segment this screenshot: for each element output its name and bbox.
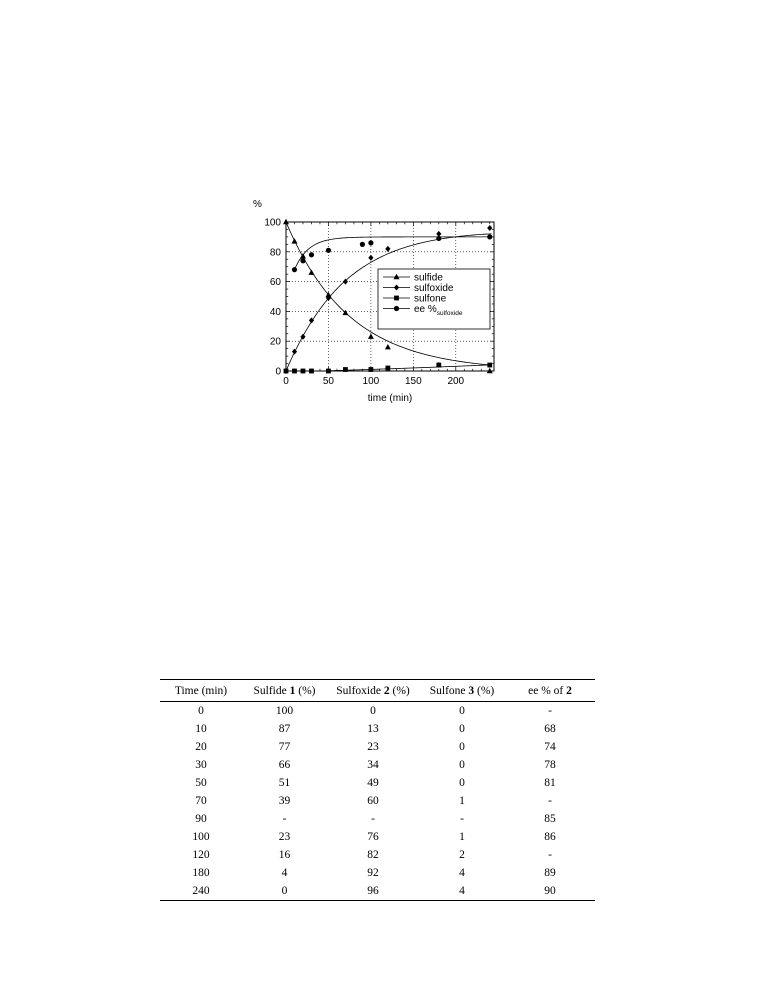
- table-header-cell: Sulfoxide 2 (%): [327, 680, 419, 702]
- table-cell: 4: [281, 867, 288, 879]
- legend-marker-ee: [394, 306, 399, 311]
- table-cell: 2: [459, 849, 465, 861]
- table-cell: 180: [192, 867, 210, 879]
- table-cell: 39: [278, 795, 291, 807]
- table-row: [160, 720, 595, 738]
- y-tick-label: 60: [269, 277, 281, 289]
- table-cell: 4: [459, 867, 465, 879]
- table-header-cell: Sulfide 1 (%): [242, 680, 327, 702]
- point-ee: [309, 252, 314, 257]
- table-cell: -: [460, 813, 464, 825]
- table-cell: 76: [367, 831, 379, 843]
- table-cell: -: [371, 813, 375, 825]
- table-cell: 100: [275, 705, 294, 717]
- table-cell: -: [548, 849, 552, 861]
- table-cell: 92: [367, 867, 379, 879]
- table-cell: 51: [278, 777, 291, 789]
- table-cell: 96: [327, 882, 419, 901]
- table-cell: 20: [195, 741, 207, 753]
- table-cell: 0: [370, 705, 376, 717]
- table-cell: -: [548, 705, 552, 717]
- point-ee: [326, 248, 331, 253]
- point-ee: [360, 242, 365, 247]
- y-tick-label: 40: [269, 306, 281, 318]
- table-cell: 30: [195, 759, 207, 771]
- table-cell: 74: [544, 741, 556, 753]
- table-row: [160, 756, 595, 774]
- point-ee: [300, 258, 305, 263]
- table-cell: 10: [195, 723, 207, 735]
- table-cell: 0: [459, 705, 465, 717]
- table-header-row: [160, 680, 595, 702]
- table-cell: 66: [278, 759, 291, 771]
- point-ee: [292, 267, 297, 272]
- table-cell: 0: [459, 741, 465, 753]
- table-cell: 49: [367, 777, 379, 789]
- legend: [378, 269, 490, 329]
- x-tick-label: 0: [283, 376, 289, 387]
- point-sulfide: [308, 269, 314, 274]
- compound-number: 1: [289, 685, 296, 697]
- table-cell: 0: [242, 882, 327, 901]
- legend-label-sub: sulfoxide: [436, 310, 463, 317]
- y-tick-label: 100: [264, 217, 281, 229]
- table-cell: 4: [419, 882, 505, 901]
- table-row: [160, 702, 595, 721]
- table-cell: 34: [367, 759, 379, 771]
- point-sulfide: [385, 344, 391, 349]
- point-sulfone: [385, 366, 390, 371]
- table-cell: 50: [195, 777, 207, 789]
- table-cell: 0: [198, 705, 204, 717]
- table-row: [160, 792, 595, 810]
- table-cell: 16: [278, 849, 291, 861]
- table-row: [160, 846, 595, 864]
- point-sulfoxide: [368, 255, 373, 261]
- kinetics-chart: [250, 195, 520, 410]
- x-tick-label: 150: [405, 376, 422, 387]
- point-sulfide: [291, 238, 297, 243]
- x-tick-label: 100: [362, 376, 380, 387]
- table-cell: 86: [544, 831, 556, 843]
- point-sulfone: [436, 363, 441, 368]
- table-cell: 89: [544, 867, 556, 879]
- table-cell: 87: [278, 723, 291, 735]
- point-sulfide: [368, 334, 374, 339]
- table-header-cell: ee % of 2: [505, 680, 595, 702]
- table-cell: 23: [278, 831, 291, 843]
- table-cell: 70: [195, 795, 207, 807]
- table-cell: 81: [544, 777, 556, 789]
- table-cell: 0: [459, 759, 465, 771]
- table-cell: 240: [160, 882, 242, 901]
- table-row: [160, 828, 595, 846]
- table-cell: 23: [367, 741, 379, 753]
- compound-number: 3: [468, 685, 475, 697]
- table-cell: -: [282, 813, 287, 825]
- x-tick-label: 200: [447, 376, 465, 387]
- table-cell: 90: [505, 882, 595, 901]
- table-cell: 82: [367, 849, 379, 861]
- point-sulfone: [487, 363, 492, 368]
- y-tick-label: 80: [269, 247, 281, 259]
- kinetics-table: [160, 679, 595, 901]
- legend-marker-sulfone: [394, 296, 399, 301]
- table-row: [160, 774, 595, 792]
- table-cell: -: [548, 795, 552, 807]
- x-tick-label: 50: [322, 376, 335, 387]
- table-row: [160, 810, 595, 828]
- table-cell: 120: [192, 849, 210, 861]
- y-axis-label: %: [253, 199, 262, 210]
- table-cell: 90: [195, 813, 207, 825]
- table-header-cell: Sulfone 3 (%): [419, 680, 505, 702]
- table-cell: 100: [192, 831, 210, 843]
- table-cell: 77: [278, 741, 291, 753]
- table-cell: 0: [459, 723, 465, 735]
- table-cell: 85: [544, 813, 556, 825]
- table-cell: 1: [459, 795, 465, 807]
- legend-label-sulfide: sulfide: [414, 272, 443, 284]
- legend-label-sulfoxide: sulfoxide: [414, 283, 454, 294]
- legend-label-sulfone: sulfone: [414, 293, 447, 305]
- table-cell: 0: [459, 777, 465, 789]
- table-row: [160, 882, 595, 901]
- table-cell: 78: [544, 759, 556, 771]
- curve-ee: [294, 237, 491, 270]
- table-cell: 13: [367, 723, 379, 735]
- point-sulfoxide: [487, 225, 492, 231]
- table-body: [160, 702, 595, 901]
- table-header-cell: Time (min): [160, 680, 242, 702]
- y-tick-label: 0: [275, 366, 281, 378]
- x-axis-label: time (min): [367, 393, 413, 404]
- table-cell: 60: [367, 795, 379, 807]
- table-cell: 68: [544, 723, 556, 735]
- legend-label-ee: ee $\%_{sulfoxide}$: [414, 304, 463, 317]
- point-ee: [436, 236, 441, 241]
- table-row: [160, 864, 595, 882]
- table-row: [160, 738, 595, 756]
- point-ee: [487, 234, 492, 239]
- compound-number: 2: [566, 685, 572, 697]
- point-sulfoxide: [385, 246, 390, 252]
- table-cell: 1: [459, 831, 465, 843]
- compound-number: 2: [383, 685, 390, 697]
- point-ee: [368, 240, 373, 245]
- y-tick-label: 20: [269, 336, 281, 348]
